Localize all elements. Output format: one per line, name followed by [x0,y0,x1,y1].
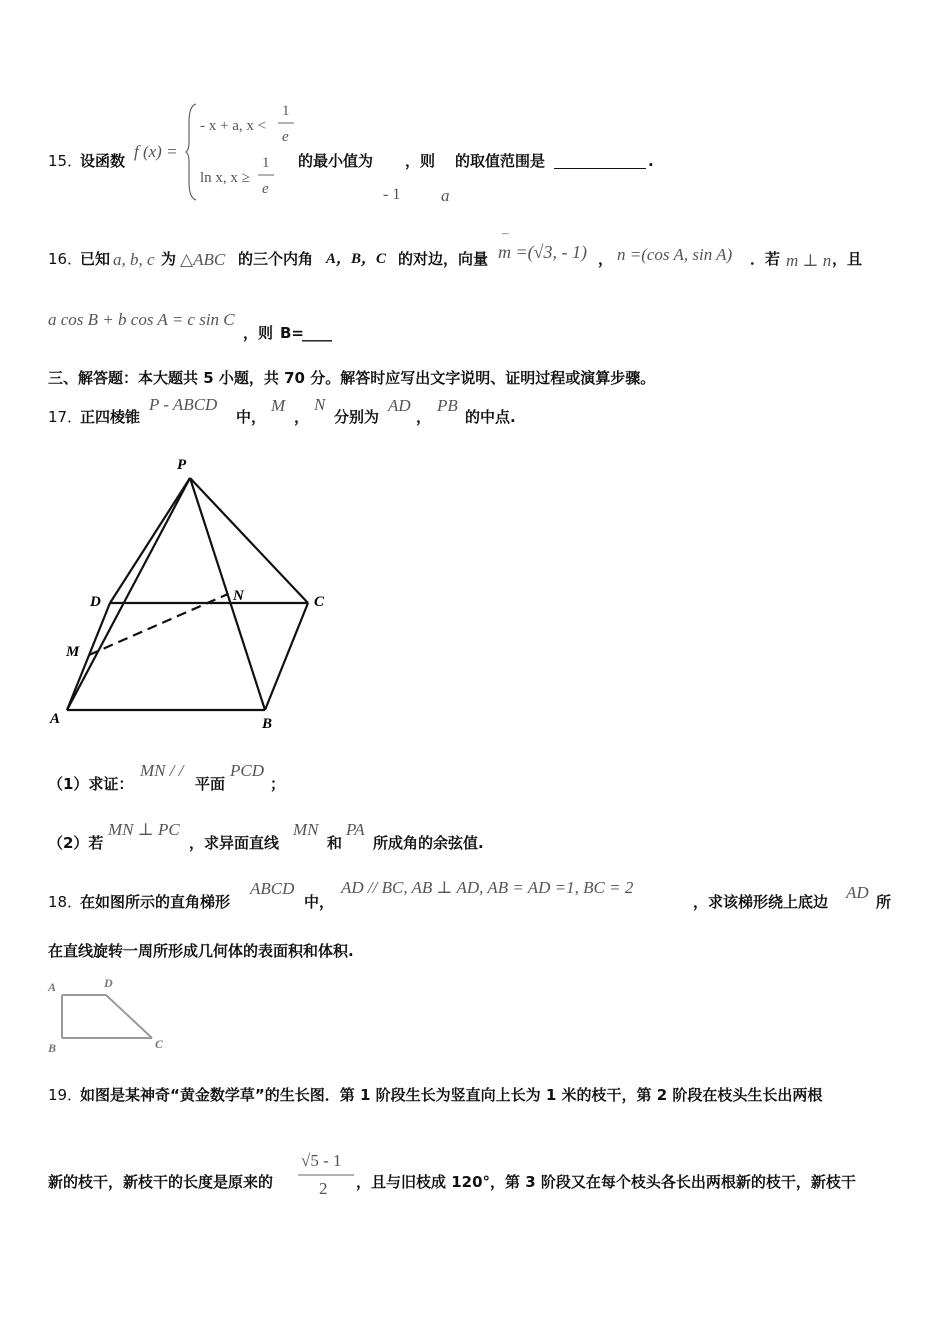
edge-PA [67,478,190,710]
q17-PB: PB [437,396,458,415]
q16-m-vector-arrow: – [502,225,509,240]
q17-text2: 中， [236,408,267,426]
label-D: D [104,976,113,990]
edge-BC [265,603,308,710]
q18-text2: 中， [304,893,335,911]
q17-part2-mn: MN [293,820,319,839]
q15-case2: ln x, x ≥ [200,170,250,186]
q17-part1-label: （1）求证： [48,775,134,793]
q18-line2: 在直线旋转一周所形成几何体的表面积和体积. [48,942,354,960]
q16-text7: ，则 [243,324,274,342]
q16-text2: 为 [161,250,177,268]
q16-text6: ，且 [832,250,863,268]
q17-part2-pa: PA [346,820,365,839]
label-C: C [155,1037,164,1051]
label-A: A [50,711,61,727]
q16-text4: 的对边，向量 [398,250,489,268]
label-M: M [66,644,80,660]
q16-equation: a cos B + b cos A = c sin C [48,310,235,329]
q17-part1-math: MN / / [140,761,184,780]
q17-part1-plane: 平面 [195,775,226,793]
q15-var-a: a [441,186,450,205]
label-B: B [262,716,273,732]
q15-function: f (x) = [134,142,178,161]
q15-frac1-bar [278,122,294,124]
q15-text-b: ，则 [405,152,436,170]
q19-line2a: 新的枝干，新枝干的长度是原来的 [48,1173,274,1191]
edge-DC [106,995,152,1038]
q18-conditions: AD // BC, AB ⊥ AD, AB = AD =1, BC = 2 [341,878,634,897]
q18-text3: ，求该梯形绕上底边 [693,893,829,911]
q18-number: 18． [48,893,83,911]
label-D: D [90,594,101,610]
label-B: B [48,1041,57,1055]
q16-n-vector: n =(cos A, sin A) [617,245,733,264]
q19-line2b: ，且与旧枝成 120°，第 3 阶段又在每个枝头各长出两根新的枝干，新枝干 [356,1173,856,1191]
q17-AD: AD [388,396,411,415]
q17-text1: 正四棱锥 [80,408,141,426]
q15-frac1-num: 1 [282,103,290,119]
q19-frac-num: √5 - 1 [301,1151,342,1170]
q19-frac-den: 2 [319,1179,328,1198]
q16-m-vector: m =(√3, - 1) [498,242,588,262]
q15-case1: - x + a, x < [200,118,267,134]
q17-part1-pcd: PCD [230,761,264,780]
q16-abc: a, b, c [113,250,155,269]
q15-end: . [648,152,654,170]
q17-number: 17． [48,408,83,426]
q15-frac1-den: e [282,129,289,145]
q17-N: N [314,395,326,414]
q15-min-value: - 1 [383,186,401,203]
q16-angles: A，B，C [326,251,387,267]
q17-part1-end: ； [270,775,286,793]
q17-text3: 分别为 [334,408,380,426]
edge-PC [190,478,308,603]
q16-answer-blank: ____ [302,324,332,342]
q15-number: 15． [48,152,83,170]
q18-text4: 所 [876,893,892,911]
q18-ad: AD [846,883,869,902]
q19-line1: 如图是某神奇“黄金数学草”的生长图．第 1 阶段生长为竖直向上长为 1 米的枝干，第 2 阶段在枝头生长出两根 [80,1086,823,1104]
q17-part2-math: MN ⊥ PC [108,820,180,839]
section-3-title: 三、解答题：本大题共 5 小题，共 70 分。解答时应写出文字说明、证明过程或演算步骤。 [48,369,656,387]
q15-intro: 设函数 [80,152,126,170]
q17-part2-label: （2）若 [48,834,104,852]
q18-trapezoid-figure [44,975,174,1057]
q17-text4: 的中点. [465,408,516,426]
q17-part2-end: 所成角的余弦值. [373,834,484,852]
label-C: C [314,594,325,610]
q19-frac-bar [298,1174,354,1176]
q15-text-a: 的最小值为 [298,152,374,170]
edge-PD [110,478,190,603]
q16-perp: m ⊥ n [786,251,832,270]
q17-sep2: ， [416,408,432,426]
q15-text-c: 的取值范围是 [455,152,546,170]
q16-triangle: △ABC [180,250,226,269]
q15-answer-blank [554,154,646,169]
q17-pyramid-figure [40,450,340,740]
q18-abcd: ABCD [250,879,295,898]
q15-frac2-num: 1 [262,155,270,171]
q19-number: 19． [48,1086,83,1104]
q17-sep: ， [294,408,310,426]
label-A: A [48,980,57,994]
q15-left-brace [186,102,198,202]
q17-pyramid: P - ABCD [149,395,218,414]
q16-text3: 的三个内角 [238,250,314,268]
q16-ask: B= [280,324,305,342]
q18-text1: 在如图所示的直角梯形 [80,893,231,911]
label-P: P [177,457,187,473]
q16-text5: ．若 [750,250,781,268]
q16-text1: 已知 [80,250,111,268]
q16-number: 16． [48,250,83,268]
q17-M: M [271,396,286,415]
label-N: N [233,588,244,604]
q15-frac2-bar [258,174,274,176]
q16-comma: ， [598,250,614,268]
q17-part2-text: ，求异面直线 [189,834,280,852]
q17-part2-and: 和 [327,834,343,852]
q15-frac2-den: e [262,181,269,197]
